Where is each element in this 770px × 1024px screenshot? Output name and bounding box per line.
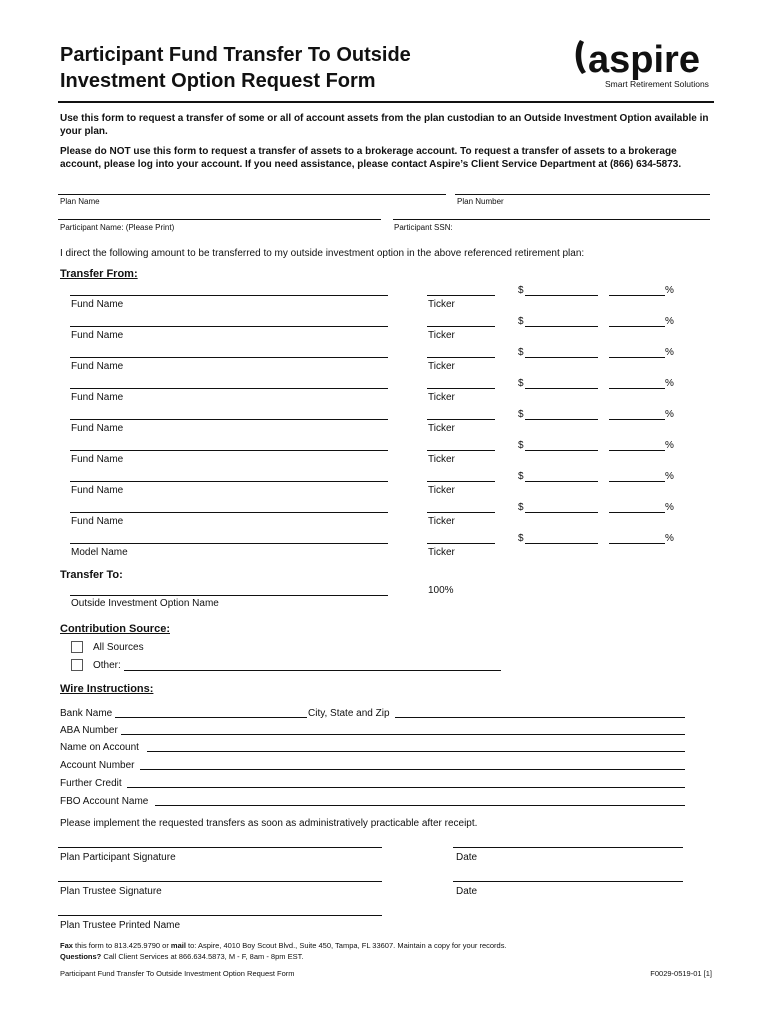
footer-fax-mail — [60, 941, 507, 950]
questions-text: Call Client Services at 866.634.5873, M - F, 8am - 8pm EST. — [101, 952, 304, 961]
fund-name-line[interactable] — [70, 388, 388, 389]
name-on-account-line[interactable] — [147, 751, 685, 752]
ticker-label: Ticker — [428, 454, 455, 465]
participant-name-label: Participant Name: (Please Print) — [60, 223, 175, 232]
further-credit-label: Further Credit — [60, 778, 122, 789]
participant-signature-line[interactable] — [58, 847, 382, 848]
fund-name-label: Fund Name — [71, 361, 124, 372]
further-credit-line[interactable] — [127, 787, 685, 788]
title-rule — [58, 101, 714, 103]
amount-line[interactable] — [525, 295, 598, 296]
amount-line[interactable] — [525, 543, 598, 544]
account-number-label: Account Number — [60, 760, 135, 771]
questions-label: Questions? — [60, 952, 102, 961]
trustee-signature-label: Plan Trustee Signature — [60, 886, 162, 897]
ticker-line[interactable] — [427, 357, 495, 358]
city-state-zip-line[interactable] — [395, 717, 685, 718]
percent-line[interactable] — [609, 512, 665, 513]
percent-sign: % — [665, 347, 674, 358]
fund-name-line[interactable] — [70, 512, 388, 513]
fbo-account-label: FBO Account Name — [60, 796, 149, 807]
all-sources-label: All Sources — [93, 642, 144, 653]
implement-text: Please implement the requested transfers as soon as administratively practicable after receipt. — [60, 818, 478, 829]
date-line-1[interactable] — [453, 847, 683, 848]
dollar-sign: $ — [518, 502, 524, 513]
date-label-2: Date — [456, 886, 478, 897]
name-on-account-label: Name on Account — [60, 742, 139, 753]
participant-ssn-label: Participant SSN: — [394, 223, 453, 232]
outside-option-label: Outside Investment Option Name — [71, 598, 219, 609]
aba-number-line[interactable] — [121, 734, 685, 735]
amount-line[interactable] — [525, 450, 598, 451]
mail-label: mail — [170, 941, 186, 950]
fund-name-line[interactable] — [70, 326, 388, 327]
title-line-1: Participant Fund Transfer To Outside — [60, 44, 411, 66]
fund-name-line[interactable] — [70, 419, 388, 420]
trustee-printed-line[interactable] — [58, 915, 382, 916]
ticker-line[interactable] — [427, 326, 495, 327]
aba-number-label: ABA Number — [60, 725, 118, 736]
percent-line[interactable] — [609, 326, 665, 327]
footer-form-code: F0029-0519-01 [1] — [650, 969, 712, 978]
fax-label: Fax — [60, 941, 73, 950]
aspire-logo — [572, 34, 717, 94]
ticker-label: Ticker — [428, 516, 455, 527]
percent-sign: % — [665, 285, 674, 296]
dollar-sign: $ — [518, 285, 524, 296]
trustee-printed-label: Plan Trustee Printed Name — [60, 920, 181, 931]
fund-name-line[interactable] — [70, 543, 388, 544]
dollar-sign: $ — [518, 471, 524, 482]
percent-sign: % — [665, 502, 674, 513]
ticker-line[interactable] — [427, 512, 495, 513]
percent-sign: % — [665, 409, 674, 420]
dollar-sign: $ — [518, 409, 524, 420]
aspire-logo-mark — [572, 34, 717, 94]
dollar-sign: $ — [518, 316, 524, 327]
ticker-label: Ticker — [428, 547, 455, 558]
ticker-line[interactable] — [427, 419, 495, 420]
percent-line[interactable] — [609, 357, 665, 358]
percent-line[interactable] — [609, 481, 665, 482]
other-label: Other: — [93, 660, 121, 671]
fund-name-label: Fund Name — [71, 423, 124, 434]
ticker-line[interactable] — [427, 481, 495, 482]
page-title — [60, 42, 411, 94]
percent-line[interactable] — [609, 543, 665, 544]
percent-sign: % — [665, 316, 674, 327]
date-label-1: Date — [456, 852, 478, 863]
percent-line[interactable] — [609, 450, 665, 451]
bank-name-label: Bank Name — [60, 708, 113, 719]
wire-heading: Wire Instructions: — [60, 683, 154, 695]
ticker-line[interactable] — [427, 388, 495, 389]
bank-name-line[interactable] — [115, 717, 307, 718]
dollar-sign: $ — [518, 440, 524, 451]
mail-text: to: Aspire, 4010 Boy Scout Blvd., Suite 450, Tampa, FL 33607. Maintain a copy for your records. — [185, 941, 507, 950]
fund-name-line[interactable] — [70, 450, 388, 451]
transfer-to-heading: Transfer To: — [60, 569, 123, 581]
ticker-label: Ticker — [428, 392, 455, 403]
contribution-heading: Contribution Source: — [60, 623, 170, 635]
fax-text: this form to 813.425.9790 or — [72, 941, 171, 950]
participant-ssn-line[interactable] — [393, 219, 710, 220]
ticker-label: Ticker — [428, 361, 455, 372]
percent-line[interactable] — [609, 388, 665, 389]
footer-questions — [60, 952, 303, 961]
percent-sign: % — [665, 378, 674, 389]
amount-line[interactable] — [525, 388, 598, 389]
percent-sign: % — [665, 533, 674, 544]
title-line-2: Investment Option Request Form — [60, 70, 376, 92]
svg-text:Smart Retirement Solutions: Smart Retirement Solutions — [605, 79, 709, 89]
svg-text:aspire: aspire — [588, 39, 700, 81]
ticker-label: Ticker — [428, 330, 455, 341]
footer-form-name: Participant Fund Transfer To Outside Investment Option Request Form — [60, 969, 295, 978]
ticker-line[interactable] — [427, 295, 495, 296]
fund-name-line[interactable] — [70, 295, 388, 296]
percent-sign: % — [665, 440, 674, 451]
transfer-to-percent: 100% — [428, 585, 454, 596]
fund-name-label: Fund Name — [71, 454, 124, 465]
other-checkbox[interactable] — [71, 659, 83, 671]
ticker-line[interactable] — [427, 543, 495, 544]
participant-name-line[interactable] — [58, 219, 381, 220]
account-number-line[interactable] — [140, 769, 685, 770]
ticker-label: Ticker — [428, 423, 455, 434]
fund-name-label: Fund Name — [71, 299, 124, 310]
date-line-2[interactable] — [453, 881, 683, 882]
fund-name-label: Fund Name — [71, 485, 124, 496]
transfer-from-heading: Transfer From: — [60, 268, 138, 280]
dollar-sign: $ — [518, 533, 524, 544]
plan-number-label: Plan Number — [457, 197, 504, 206]
fund-name-label: Fund Name — [71, 516, 124, 527]
plan-number-line[interactable] — [455, 194, 710, 195]
plan-name-line[interactable] — [58, 194, 446, 195]
amount-line[interactable] — [525, 419, 598, 420]
amount-line[interactable] — [525, 326, 598, 327]
plan-name-label: Plan Name — [60, 197, 100, 206]
fund-name-label: Fund Name — [71, 330, 124, 341]
dollar-sign: $ — [518, 378, 524, 389]
amount-line[interactable] — [525, 357, 598, 358]
fund-name-line[interactable] — [70, 481, 388, 482]
fbo-account-line[interactable] — [155, 805, 685, 806]
all-sources-checkbox[interactable] — [71, 641, 83, 653]
percent-line[interactable] — [609, 295, 665, 296]
amount-line[interactable] — [525, 512, 598, 513]
other-line[interactable] — [124, 670, 501, 671]
dollar-sign: $ — [518, 347, 524, 358]
trustee-signature-line[interactable] — [58, 881, 382, 882]
ticker-line[interactable] — [427, 450, 495, 451]
intro-paragraph-1: Use this form to request a transfer of some or all of account assets from the plan custodian to an Outside Investment Option available in your plan. — [60, 113, 709, 137]
ticker-label: Ticker — [428, 299, 455, 310]
city-state-zip-label: City, State and Zip — [308, 708, 390, 719]
fund-name-label: Fund Name — [71, 392, 124, 403]
direction-text: I direct the following amount to be transferred to my outside investment option in the above referenced retirement plan: — [60, 248, 585, 259]
percent-line[interactable] — [609, 419, 665, 420]
amount-line[interactable] — [525, 481, 598, 482]
outside-option-line[interactable] — [70, 595, 388, 596]
fund-name-line[interactable] — [70, 357, 388, 358]
fund-name-label: Model Name — [71, 547, 128, 558]
participant-signature-label: Plan Participant Signature — [60, 852, 176, 863]
intro-paragraph-2: Please do NOT use this form to request a transfer of assets to a brokerage account. To request a transfer of assets to a brokerage account, please log into your account. If you need assistance, please contact Aspire’s Client Service Department at (866) 634-5873. — [60, 146, 682, 170]
ticker-label: Ticker — [428, 485, 455, 496]
percent-sign: % — [665, 471, 674, 482]
